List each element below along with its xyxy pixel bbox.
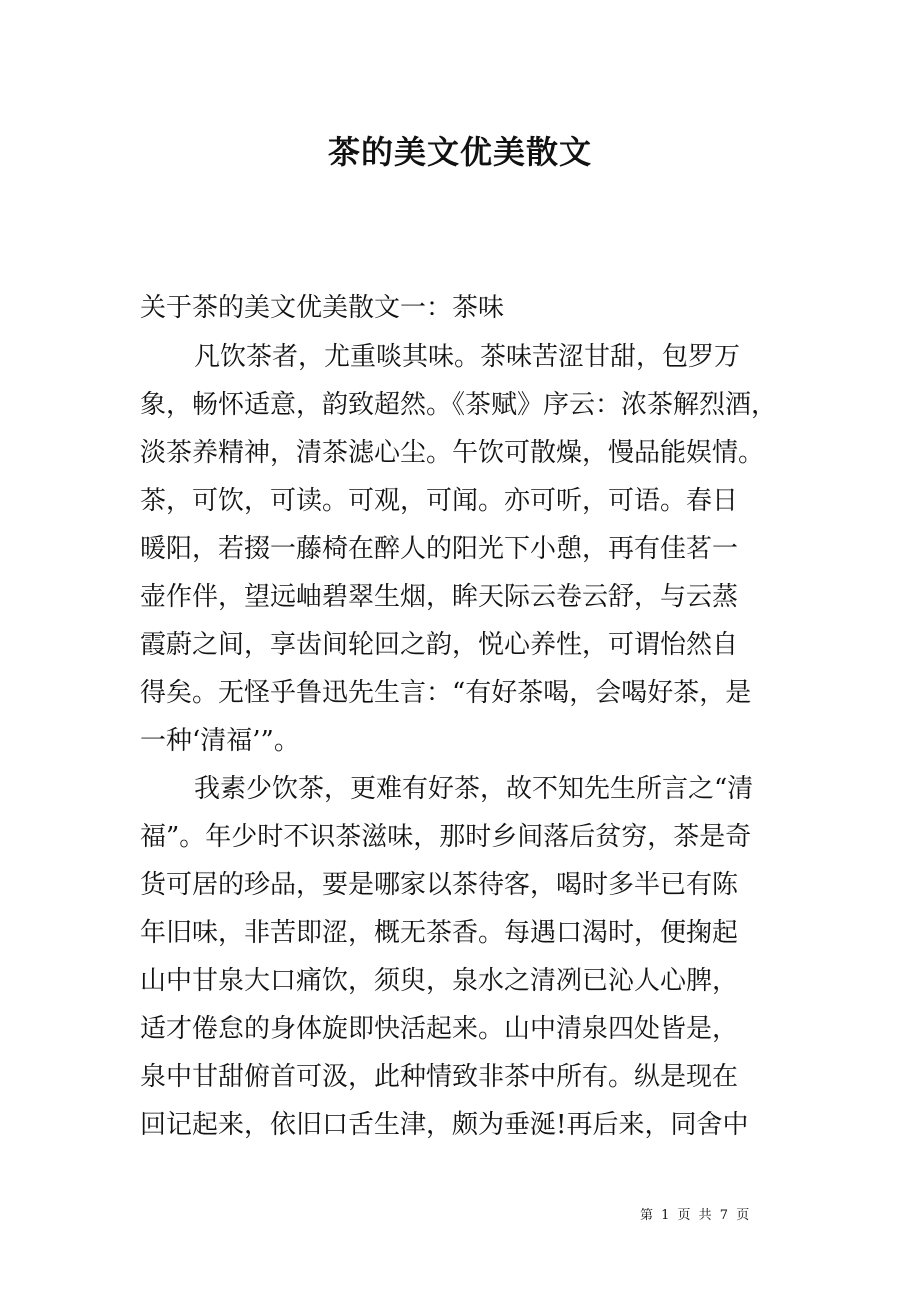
text-line: 暖阳，若掇一藤椅在醉人的阳光下小憩，再有佳茗一: [140, 534, 739, 564]
text-line: 山中甘泉大口痛饮，须臾，泉水之清冽已沁人心脾，: [140, 966, 739, 996]
text-line: 年旧味，非苦即涩，概无茶香。每遇口渴时，便掬起: [140, 918, 739, 948]
text-line: 回记起来，依旧口舌生津，颇为垂涎!再后来，同舍中: [140, 1110, 749, 1140]
text-line: 得矣。无怪乎鲁迅先生言：“有好茶喝，会喝好茶，是: [140, 678, 752, 708]
body-text: [140, 333, 785, 1149]
text-line: 淡茶养精神，清茶滤心尘。午饮可散燥，慢品能娱情。: [140, 438, 765, 468]
text-line: 凡饮茶者，尤重啖其味。茶味苦涩甘甜，包罗万: [194, 342, 741, 372]
text-line: 霞蔚之间，享齿间轮回之韵，悦心养性，可谓怡然自: [140, 630, 739, 660]
text-line: 货可居的珍品，要是哪家以茶待客，喝时多半已有陈: [140, 870, 739, 900]
page-title: 茶的美文优美散文: [327, 133, 592, 171]
text-line: 象，畅怀适意，韵致超然。《茶赋》序云：浓茶解烈酒，: [140, 390, 778, 420]
text-line: 适才倦怠的身体旋即快活起来。山中清泉四处皆是，: [140, 1014, 739, 1044]
text-line: 茶，可饮，可读。可观，可闻。亦可听，可语。春日: [140, 486, 739, 516]
section-heading: 关于茶的美文优美散文一：茶味: [140, 293, 505, 323]
text-line: 一种‘清福’”。: [140, 726, 300, 756]
text-line: 我素少饮茶，更难有好茶，故不知先生所言之“清: [194, 774, 754, 804]
text-line: 福”。年少时不识茶滋味，那时乡间落后贫穷，茶是奇: [140, 822, 752, 852]
text-line: 泉中甘甜俯首可汲，此种情致非茶中所有。纵是现在: [140, 1062, 739, 1092]
text-line: 壶作伴，望远岫碧翠生烟，眸天际云卷云舒，与云蒸: [140, 582, 739, 612]
page-footer: 第 1 页 共 7 页: [640, 1208, 752, 1223]
